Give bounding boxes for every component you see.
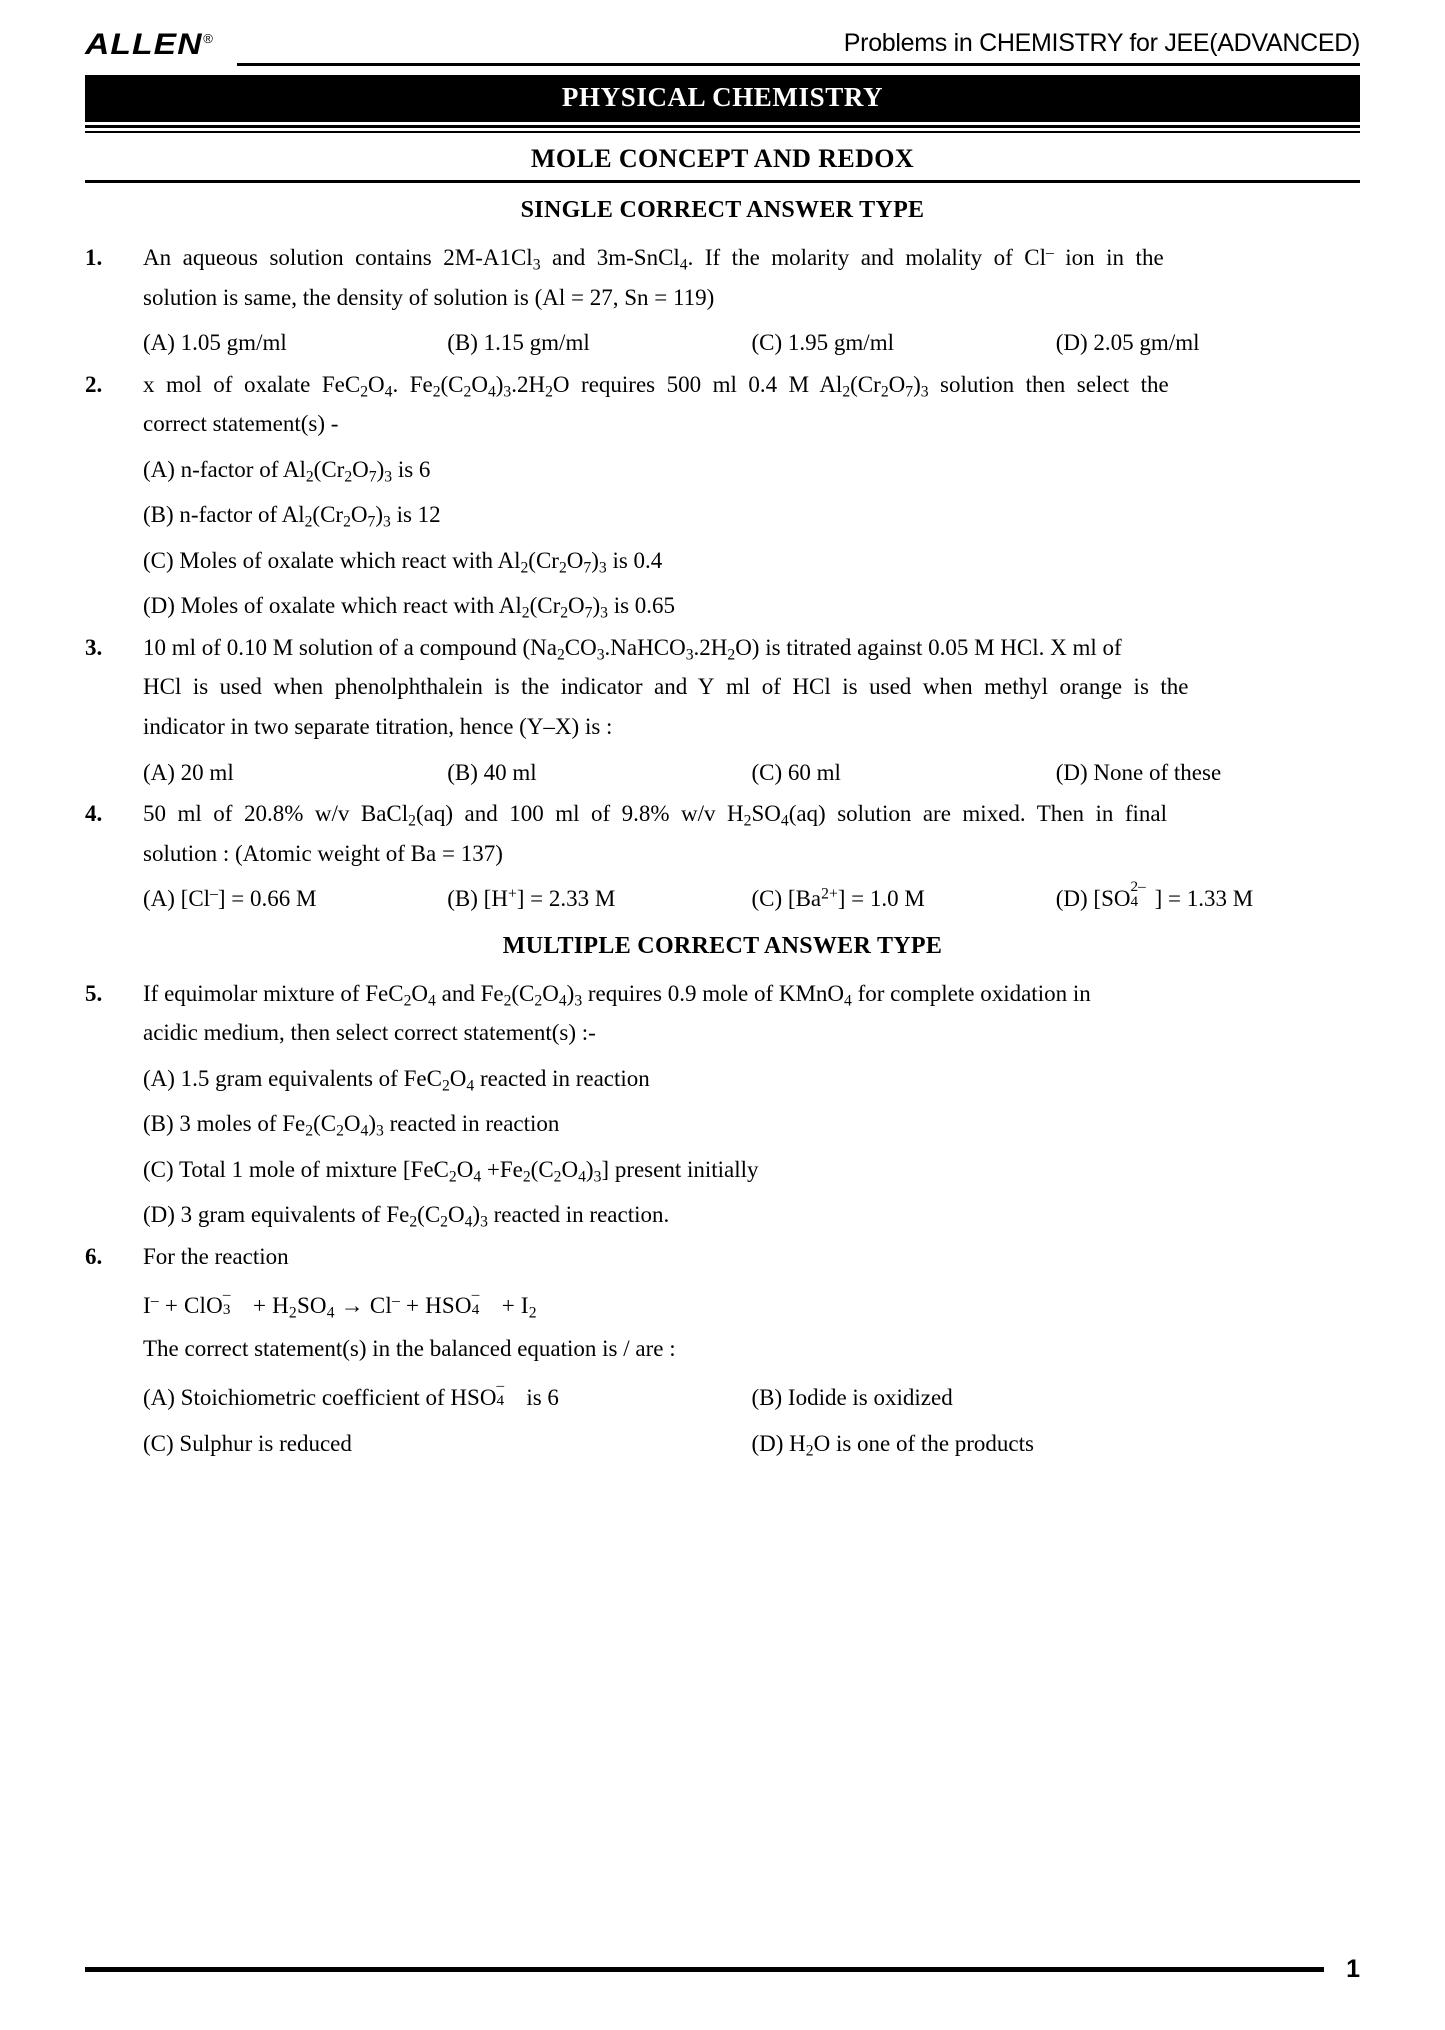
question-stem-line2: HCl is used when phenolphthalein is the indicator and Y ml of HCl is used when methyl orange is the	[143, 674, 1189, 700]
question-1	[85, 238, 1360, 363]
page-footer	[85, 1957, 1360, 1982]
question-number: 5.	[85, 980, 103, 1006]
chapter-divider	[85, 180, 1360, 183]
header-divider	[237, 63, 1360, 66]
question-number: 6.	[85, 1244, 103, 1270]
question-stem-line2: solution : (Atomic weight of Ba = 137)	[143, 840, 503, 866]
option-a[interactable]: (A) [Cl–] = 0.66 M	[143, 885, 317, 912]
option-c[interactable]: (C) Moles of oxalate which react with $Al_2(Cr_2O_7)_3$ is 0.4	[143, 547, 663, 577]
question-5	[85, 974, 1360, 1235]
option-d[interactable]: (D) None of these	[1055, 759, 1222, 785]
options-row	[143, 323, 1360, 363]
question-stem-line2: correct statement(s) -	[143, 411, 339, 437]
option-b[interactable]: (B) 1.15 gm/ml	[447, 330, 590, 356]
question-stem: 50 ml of 20.8% w/v BaCl$_2$(aq) and 100 ml of 9.8% w/v $H_2SO_4(aq)$ solution are mixed. Then in final	[143, 801, 1168, 830]
option-c[interactable]: (C) 1.95 gm/ml	[751, 330, 894, 356]
page-number: 1	[1346, 1955, 1360, 1983]
option-a[interactable]: (A) Stoichiometric coefficient of HSO – 4 is 6	[143, 1376, 559, 1411]
option-a[interactable]: (A) 1.05 gm/ml	[143, 330, 287, 356]
page-header	[85, 0, 1360, 62]
option-a[interactable]: (A) 1.5 gram equivalents of $FeC_2O_4$ reacted in reaction	[143, 1065, 650, 1095]
question-stem-line2: solution is same, the density of solution is (Al = 27, Sn = 119)	[143, 284, 715, 310]
options-row-2	[143, 1424, 1360, 1464]
option-d[interactable]: (D) 3 gram equivalents of $Fe_2(C_2O_4)_3$ reacted in reaction.	[143, 1202, 670, 1231]
question-number: 3.	[85, 634, 103, 660]
option-d[interactable]: (D) 2.05 gm/ml	[1055, 330, 1200, 356]
allen-logo	[85, 30, 214, 62]
question-4	[85, 794, 1360, 919]
question-number: 1.	[85, 245, 103, 270]
question-number: 2.	[85, 371, 103, 397]
question-stem-line2: acidic medium, then select correct statement(s) :-	[143, 1020, 596, 1046]
option-c[interactable]: (C) Sulphur is reduced	[143, 1430, 352, 1456]
subject-bar-underline	[85, 125, 1360, 133]
subject-bar: PHYSICAL CHEMISTRY	[85, 75, 1360, 122]
option-b[interactable]: (B) [H+] = 2.33 M	[447, 885, 616, 912]
question-stem: An aqueous solution contains $2M-A1Cl_3$ and 3m-SnCl$_4$. If the molarity and molality of Cl– ion in the	[143, 244, 1164, 274]
question-stem: If equimolar mixture of $FeC_2O_4$ and $Fe_2(C_2O_4)_3$ requires 0.9 mole of KMnO$_4$ for complete oxidation in	[143, 980, 1091, 1010]
option-c[interactable]: (C) $[Ba^{2+}] = 1.0$ M	[751, 885, 925, 912]
option-b[interactable]: (B) Iodide is oxidized	[751, 1385, 953, 1411]
question-2	[85, 365, 1360, 626]
question-6	[85, 1237, 1360, 1463]
section-heading-single: SINGLE CORRECT ANSWER TYPE	[520, 197, 925, 223]
option-a[interactable]: (A) n-factor of $Al_2(Cr_2O_7)_3$ is 6	[143, 456, 431, 486]
question-stem: For the reaction	[143, 1244, 289, 1270]
chemical-equation: I– + ClO – 3 + $H_2SO_4 \to Cl^-$ + HSO – 4 + $I_2$	[143, 1286, 537, 1321]
question-3	[85, 628, 1360, 792]
question-number: 4.	[85, 801, 103, 827]
option-b[interactable]: (B) 3 moles of $Fe_2(C_2O_4)_3$ reacted in reaction	[143, 1111, 560, 1140]
chapter-title: MOLE CONCEPT AND REDOX	[530, 144, 915, 173]
option-c[interactable]: (C) Total 1 mole of mixture $[FeC_2O_4 +Fe_2(C_2O_4)_3]$ present initially	[143, 1156, 759, 1186]
question-stem: x mol of oxalate $FeC_2O_4$. $Fe_2(C_2O_4)_3.2H_2O$ requires 500 ml 0.4 M $Al_2(Cr_2O_7)_3$ solution then select the	[143, 371, 1169, 401]
option-d[interactable]: (D) $H_2O$ is one of the products	[751, 1430, 1034, 1460]
registered-trademark-icon: ®	[203, 31, 214, 46]
option-a[interactable]: (A) 20 ml	[143, 759, 234, 785]
question-stem-line2: The correct statement(s) in the balanced equation is / are :	[143, 1335, 676, 1361]
options-row	[143, 879, 1360, 919]
option-c[interactable]: (C) 60 ml	[751, 759, 841, 785]
options-row	[143, 753, 1360, 793]
brand-name: ALLEN	[85, 28, 203, 61]
option-d[interactable]: (D) Moles of oxalate which react with $Al_2(Cr_2O_7)_3$ is 0.65	[143, 593, 676, 622]
question-stem-line3: indicator in two separate titration, hence (Y–X) is :	[143, 714, 613, 740]
section-heading-multiple: MULTIPLE CORRECT ANSWER TYPE	[502, 932, 943, 959]
option-b[interactable]: (B) n-factor of $Al_2(Cr_2O_7)_3$ is 12	[143, 502, 441, 531]
option-b[interactable]: (B) 40 ml	[447, 759, 537, 785]
question-stem: 10 ml of 0.10 M solution of a compound $(Na_2CO_3.NaHCO_3.2H_2O)$ is titrated against 0.05 M HCl. X ml of	[143, 634, 1122, 664]
footer-divider	[85, 1967, 1324, 1972]
options-row-1	[143, 1378, 1360, 1418]
option-d[interactable]: (D) [SO 2– 4 ] = 1.33 M	[1055, 877, 1254, 912]
header-title: Problems in CHEMISTRY for JEE(ADVANCED)	[843, 29, 1360, 57]
